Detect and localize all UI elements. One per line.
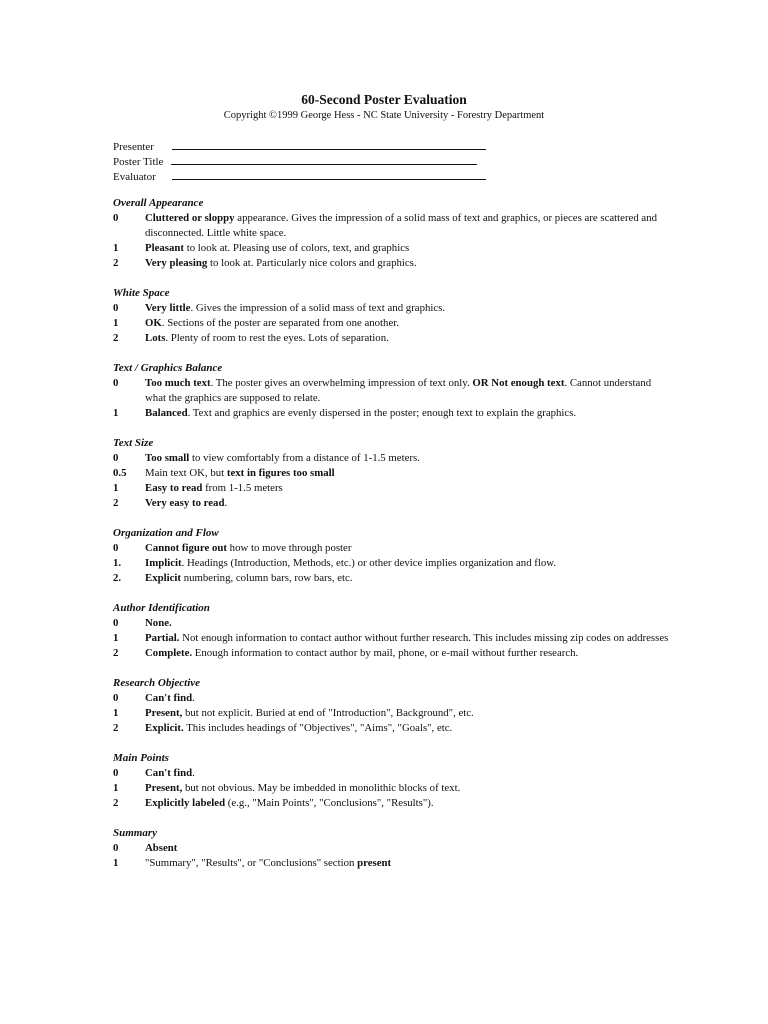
rating-item xyxy=(113,541,673,556)
rating-keyword: Balanced xyxy=(145,407,188,419)
rating-item xyxy=(113,631,673,646)
rating-keyword: Complete. xyxy=(145,647,193,659)
score-value: 0 xyxy=(113,302,119,314)
rating-keyword: Very little xyxy=(145,302,191,314)
section-title: Author Identification xyxy=(113,602,210,614)
rating-text: but not obvious. May be imbedded in monolithic blocks of text. xyxy=(182,782,461,794)
rating-description xyxy=(145,541,673,556)
rating-text: . The poster gives an overwhelming impression of text only. xyxy=(210,377,473,389)
rating-description xyxy=(145,316,673,331)
rating-item xyxy=(113,301,673,316)
rating-text: how to move through poster xyxy=(226,542,352,554)
page-title: 60-Second Poster Evaluation xyxy=(301,92,467,107)
rating-keyword: Partial. xyxy=(145,632,180,644)
rating-description xyxy=(145,706,673,721)
rating-item xyxy=(113,466,673,481)
rating-description xyxy=(145,721,673,736)
rating-item xyxy=(113,316,673,331)
rating-item xyxy=(113,331,673,346)
rating-item xyxy=(113,451,673,466)
rating-item xyxy=(113,256,673,271)
rating-item xyxy=(113,571,673,586)
rating-item xyxy=(113,706,673,721)
rating-description xyxy=(145,616,673,631)
field-label: Poster Title xyxy=(113,156,164,168)
rating-text: . Plenty of room to rest the eyes. Lots of separation. xyxy=(165,332,389,344)
rating-keyword: Explicitly labeled xyxy=(145,797,226,809)
field-label: Presenter xyxy=(113,141,154,153)
score-value: 1. xyxy=(113,557,122,569)
rating-item xyxy=(113,841,673,856)
section-title: Organization and Flow xyxy=(113,527,219,539)
rating-item xyxy=(113,796,673,811)
rating-text: appearance. Gives the impression of a solid mass of text and graphics, or pieces are scattered and disconnected. Little white space. xyxy=(145,212,658,239)
rating-description xyxy=(145,571,673,586)
section-title: Text Size xyxy=(113,437,154,449)
rating-keyword: present xyxy=(357,857,392,869)
rating-item xyxy=(113,556,673,571)
score-value: 0 xyxy=(113,542,119,554)
rating-text: This includes headings of "Objectives", "Aims", "Goals", etc. xyxy=(183,722,453,734)
criteria-section xyxy=(113,751,673,811)
evaluation-fields xyxy=(113,138,486,183)
rating-item xyxy=(113,241,673,256)
criteria-section xyxy=(113,436,673,511)
rating-text: . xyxy=(192,767,195,779)
score-value: 1 xyxy=(113,482,119,494)
rating-description xyxy=(145,376,673,406)
rating-keyword: Very pleasing xyxy=(145,257,208,269)
score-value: 2. xyxy=(113,572,122,584)
score-value: 1 xyxy=(113,857,119,869)
score-value: 0 xyxy=(113,692,119,704)
rating-description xyxy=(145,646,673,661)
rating-keyword: Can't find xyxy=(145,767,193,779)
rating-keyword: OK xyxy=(145,317,162,329)
rating-item xyxy=(113,616,673,631)
rating-keyword: OR Not enough text xyxy=(472,377,565,389)
blank-line[interactable] xyxy=(172,138,486,150)
rating-keyword: Explicit xyxy=(145,572,181,584)
rating-text: to look at. Pleasing use of colors, text, and graphics xyxy=(184,242,410,254)
section-title: Overall Appearance xyxy=(113,197,204,209)
score-value: 0 xyxy=(113,767,119,779)
score-value: 0 xyxy=(113,617,119,629)
rating-keyword: Present, xyxy=(145,782,183,794)
presenter-field xyxy=(113,138,486,153)
rating-keyword: Lots xyxy=(145,332,166,344)
rating-item xyxy=(113,481,673,496)
rating-keyword: None. xyxy=(145,617,172,629)
section-title: Text / Graphics Balance xyxy=(113,362,223,374)
blank-line[interactable] xyxy=(172,168,486,180)
rating-item xyxy=(113,856,673,871)
rating-description xyxy=(145,691,673,706)
rating-keyword: Present, xyxy=(145,707,183,719)
rating-text: . Sections of the poster are separated from one another. xyxy=(161,317,399,329)
rating-description xyxy=(145,766,673,781)
rating-item xyxy=(113,646,673,661)
rating-keyword: Cluttered or sloppy xyxy=(145,212,235,224)
rating-description xyxy=(145,856,673,871)
rating-text: . Headings (Introduction, Methods, etc.) or other device implies organization and flow. xyxy=(181,557,557,569)
section-title: Summary xyxy=(113,827,158,839)
criteria-section xyxy=(113,676,673,736)
rating-item xyxy=(113,781,673,796)
rating-description xyxy=(145,796,673,811)
rating-description xyxy=(145,406,673,421)
field-label: Evaluator xyxy=(113,171,156,183)
criteria-section xyxy=(113,826,673,871)
rating-text: Enough information to contact author by mail, phone, or e-mail without further research. xyxy=(192,647,579,659)
rating-keyword: text in figures too small xyxy=(226,467,335,479)
criteria-section xyxy=(113,526,673,586)
section-title: White Space xyxy=(113,287,170,299)
rating-item xyxy=(113,211,673,241)
rating-text: (e.g., "Main Points", "Conclusions", "Results"). xyxy=(225,797,434,809)
rating-item xyxy=(113,721,673,736)
rating-text: . xyxy=(192,692,195,704)
rating-keyword: Very easy to read xyxy=(145,497,225,509)
criteria-list xyxy=(113,196,673,886)
score-value: 1 xyxy=(113,707,119,719)
score-value: 2 xyxy=(113,332,119,344)
score-value: 0 xyxy=(113,212,119,224)
score-value: 1 xyxy=(113,782,119,794)
criteria-section xyxy=(113,361,673,421)
rating-description xyxy=(145,331,673,346)
poster-title-field xyxy=(113,153,486,168)
rating-item xyxy=(113,376,673,406)
score-value: 2 xyxy=(113,497,119,509)
rating-description xyxy=(145,781,673,796)
rating-text: . Cannot understand what the graphics are supposed to relate. xyxy=(145,377,652,404)
criteria-section xyxy=(113,196,673,271)
rating-text: numbering, column bars, row bars, etc. xyxy=(181,572,353,584)
rating-keyword: Easy to read xyxy=(145,482,203,494)
rating-description xyxy=(145,256,673,271)
rating-description xyxy=(145,241,673,256)
score-value: 0 xyxy=(113,377,119,389)
rating-text: to view comfortably from a distance of 1-1.5 meters. xyxy=(189,452,420,464)
rating-text: from 1-1.5 meters xyxy=(202,482,283,494)
rating-description xyxy=(145,451,673,466)
rating-text: Main text OK, but xyxy=(145,467,227,479)
rating-text: but not explicit. Buried at end of "Introduction", Background", etc. xyxy=(182,707,474,719)
rating-description xyxy=(145,301,673,316)
criteria-section xyxy=(113,286,673,346)
rating-description xyxy=(145,466,673,481)
score-value: 1 xyxy=(113,242,119,254)
rating-keyword: Absent xyxy=(145,842,178,854)
rating-keyword: Explicit. xyxy=(145,722,184,734)
score-value: 2 xyxy=(113,647,119,659)
rating-keyword: Implicit xyxy=(145,557,182,569)
rating-item xyxy=(113,406,673,421)
score-value: 2 xyxy=(113,257,119,269)
rating-keyword: Can't find xyxy=(145,692,193,704)
rating-item xyxy=(113,691,673,706)
evaluator-field xyxy=(113,168,486,183)
rating-keyword: Cannot figure out xyxy=(145,542,227,554)
rating-keyword: Too small xyxy=(145,452,190,464)
rating-description xyxy=(145,481,673,496)
rating-keyword: Pleasant xyxy=(145,242,184,254)
blank-line[interactable] xyxy=(171,153,477,165)
score-value: 0.5 xyxy=(113,467,127,479)
score-value: 1 xyxy=(113,632,119,644)
rating-text: Not enough information to contact author without further research. This includes missing zip codes on addresses xyxy=(179,632,669,644)
rating-item xyxy=(113,496,673,511)
score-value: 2 xyxy=(113,722,119,734)
rating-description xyxy=(145,211,673,241)
section-title: Main Points xyxy=(113,752,169,764)
rating-text: "Summary", "Results", or "Conclusions" section xyxy=(145,857,358,869)
score-value: 0 xyxy=(113,842,119,854)
rating-text: to look at. Particularly nice colors and graphics. xyxy=(207,257,417,269)
rating-description xyxy=(145,631,673,646)
rating-text: . xyxy=(224,497,228,509)
rating-keyword: Too much text xyxy=(145,377,211,389)
section-title: Research Objective xyxy=(113,677,201,689)
rating-description xyxy=(145,556,673,571)
rating-description xyxy=(145,496,673,511)
score-value: 1 xyxy=(113,317,119,329)
rating-description xyxy=(145,841,673,856)
rating-text: . Gives the impression of a solid mass of text and graphics. xyxy=(190,302,446,314)
score-value: 2 xyxy=(113,797,119,809)
score-value: 1 xyxy=(113,407,119,419)
criteria-section xyxy=(113,601,673,661)
copyright-line: Copyright ©1999 George Hess - NC State University - Forestry Department xyxy=(223,110,545,121)
rating-item xyxy=(113,766,673,781)
score-value: 0 xyxy=(113,452,119,464)
rating-text: . Text and graphics are evenly dispersed in the poster; enough text to explain the graphics. xyxy=(187,407,577,419)
